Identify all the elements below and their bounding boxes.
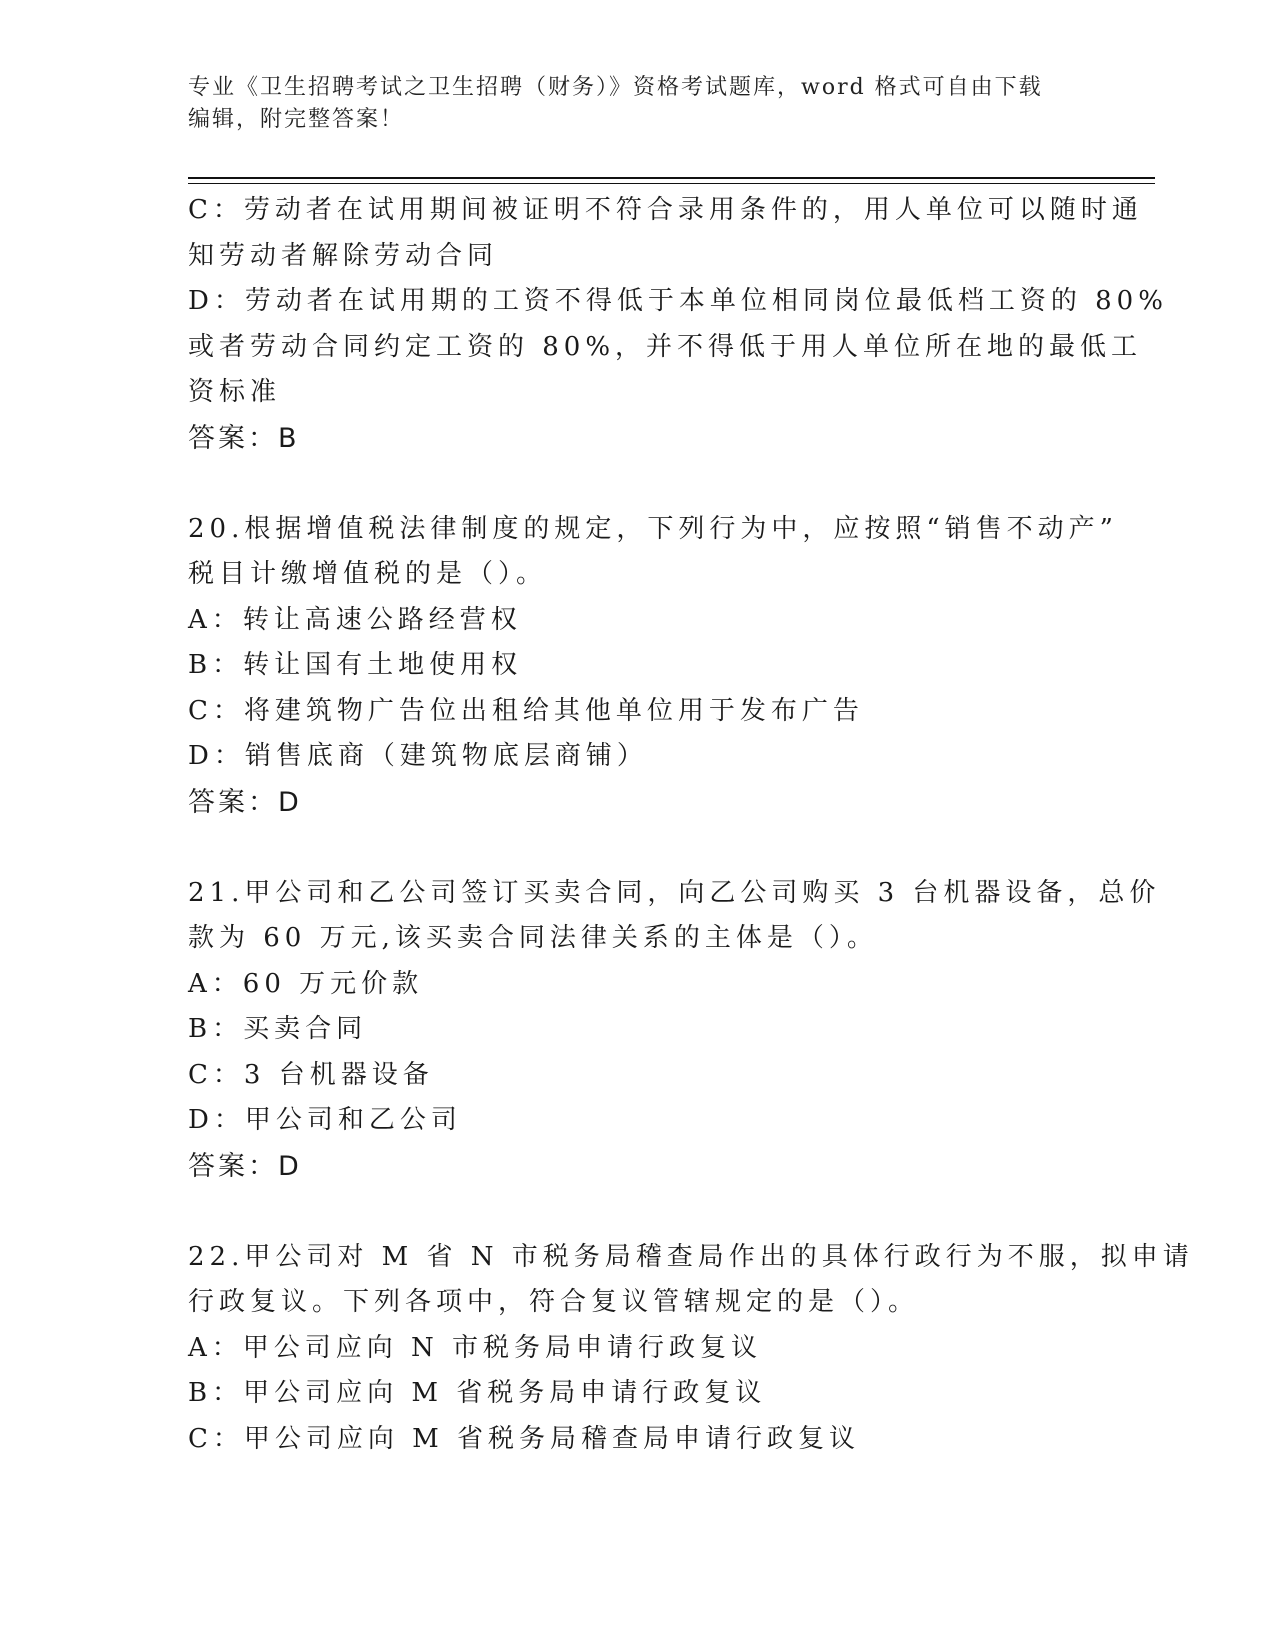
question-stem-line-2: 款为 60 万元,该买卖合同法律关系的主体是（）。 bbox=[188, 923, 878, 953]
option-d-line-3: 资标准 bbox=[188, 377, 282, 407]
option-d: D：甲公司和乙公司 bbox=[188, 1105, 462, 1135]
question-19-tail bbox=[188, 188, 1168, 461]
option-d-line-1: D：劳动者在试用期的工资不得低于本单位相同岗位最低档工资的 80% bbox=[188, 286, 1168, 316]
option-a: A：60 万元价款 bbox=[188, 968, 424, 999]
option-c-line-2: 知劳动者解除劳动合同 bbox=[188, 240, 499, 271]
question-21 bbox=[188, 871, 1161, 1190]
option-c: C：甲公司应向 M 省税务局稽查局申请行政复议 bbox=[188, 1423, 861, 1454]
header-line-2: 编辑，附完整答案！ bbox=[188, 107, 405, 132]
header-divider-thick bbox=[188, 177, 1155, 179]
question-stem-line-2: 行政复议。下列各项中，符合复议管辖规定的是（）。 bbox=[188, 1287, 920, 1317]
document-body bbox=[188, 188, 1194, 1462]
question-stem-line-2: 税目计缴增值税的是（）。 bbox=[188, 559, 548, 589]
option-b: B：转让国有土地使用权 bbox=[188, 650, 523, 680]
option-c: C：将建筑物广告位出租给其他单位用于发布广告 bbox=[188, 695, 864, 726]
spacer bbox=[188, 461, 1088, 507]
answer: 答案：B bbox=[188, 422, 300, 454]
question-stem-line-1: 22.甲公司对 M 省 N 市税务局稽查局作出的具体行政行为不服，拟申请 bbox=[188, 1241, 1194, 1272]
question-20 bbox=[188, 507, 1118, 826]
question-stem-line-1: 21.甲公司和乙公司签订买卖合同，向乙公司购买 3 台机器设备，总价 bbox=[188, 877, 1161, 908]
option-b: B：买卖合同 bbox=[188, 1014, 368, 1044]
option-d-line-2: 或者劳动合同约定工资的 80%，并不得低于用人单位所在地的最低工 bbox=[188, 331, 1143, 362]
option-c-line-1: C：劳动者在试用期间被证明不符合录用条件的，用人单位可以随时通 bbox=[188, 195, 1143, 225]
option-a: A：转让高速公路经营权 bbox=[188, 604, 522, 635]
option-a: A：甲公司应向 N 市税务局申请行政复议 bbox=[188, 1332, 763, 1363]
answer: 答案：D bbox=[188, 786, 302, 818]
question-stem-line-1: 20.根据增值税法律制度的规定，下列行为中，应按照“销售不动产” bbox=[188, 513, 1118, 544]
header-divider-thin bbox=[188, 183, 1155, 184]
option-b: B：甲公司应向 M 省税务局申请行政复议 bbox=[188, 1378, 767, 1408]
option-c: C：3 台机器设备 bbox=[188, 1059, 434, 1090]
option-d: D：销售底商（建筑物底层商铺） bbox=[188, 741, 648, 771]
answer: 答案：D bbox=[188, 1150, 302, 1182]
document-header bbox=[188, 72, 1088, 136]
header-line-1: 专业《卫生招聘考试之卫生招聘（财务）》资格考试题库，word 格式可自由下载 bbox=[188, 75, 1043, 100]
question-22 bbox=[188, 1235, 1194, 1463]
spacer bbox=[188, 825, 1088, 871]
spacer bbox=[188, 1189, 1088, 1235]
